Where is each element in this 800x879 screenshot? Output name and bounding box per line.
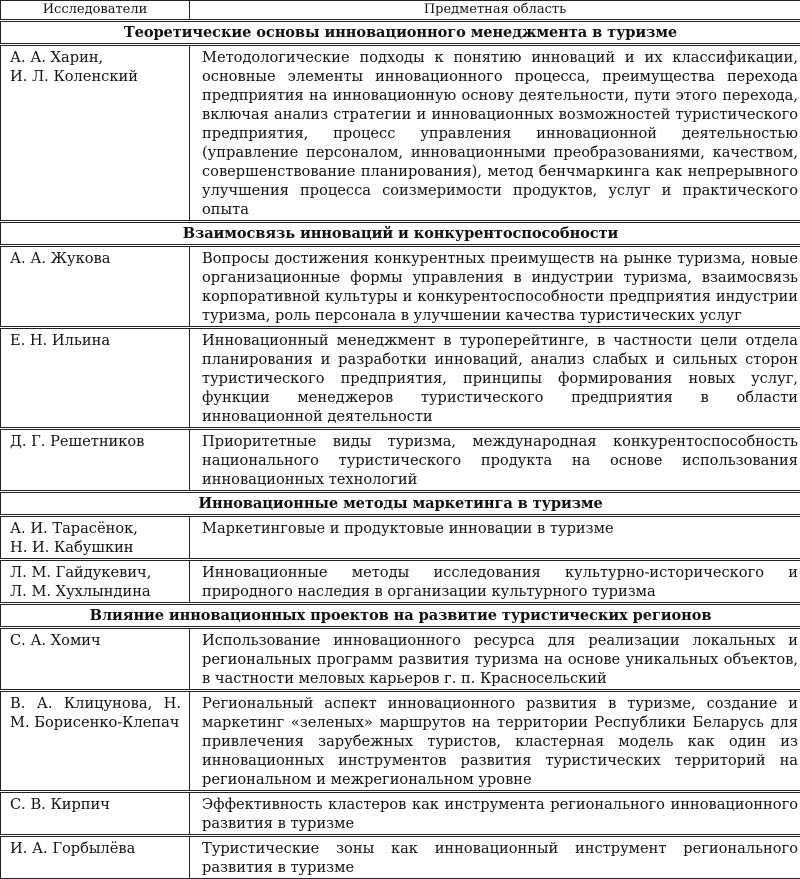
subject-cell: Эффективность кластеров как инструмента регионального инновационного развития в туризме xyxy=(190,792,800,836)
researcher-name: Н. И. Кабушкин xyxy=(10,538,184,557)
table-row xyxy=(1,836,800,879)
subject-cell: Маркетинговые и продуктовые инновации в туризме xyxy=(190,516,800,560)
researcher-name: Л. М. Хухлындина xyxy=(10,582,184,601)
header-researchers: Исследователи xyxy=(1,1,190,21)
subject-cell: Туристические зоны как инновационный инструмент регионального развития в туризме xyxy=(190,836,800,879)
subject-cell: Вопросы достижения конкурентных преимуществ на рынке туризма, новые организационные формы управления в индустрии туризма, взаимосвязь корпоративной культуры и конкурентоспособности предприятия индустрии туризма, роль персонала в улучшении качества туристических услуг xyxy=(190,246,800,328)
section-row xyxy=(1,21,800,45)
researchers-cell xyxy=(1,246,190,328)
subject-cell: Инновационные методы исследования культурно-исторического и природного наследия в организации культурного туризма xyxy=(190,560,800,604)
subject-cell: Приоритетные виды туризма, международная конкурентоспособность национального туристического продукта на основе использования инновационных технологий xyxy=(190,429,800,492)
table-row xyxy=(1,792,800,836)
researcher-name: И. А. Горбылёва xyxy=(10,839,184,858)
researcher-name: Е. Н. Ильина xyxy=(10,331,184,350)
researchers-cell xyxy=(1,516,190,560)
section-row xyxy=(1,222,800,246)
researcher-name: И. Л. Коленский xyxy=(10,67,184,86)
section-title: Инновационные методы маркетинга в туризме xyxy=(1,492,800,516)
researcher-name: Л. М. Гайдукевич, xyxy=(10,563,184,582)
researcher-name: Д. Г. Решетников xyxy=(10,432,184,451)
researchers-cell xyxy=(1,691,190,792)
table-row xyxy=(1,560,800,604)
researcher-name: В. А. Клицунова, Н. М. Борисенко-Клепач xyxy=(10,695,181,731)
table-row xyxy=(1,328,800,429)
header-subject: Предметная область xyxy=(190,1,800,21)
section-title: Теоретические основы инновационного менеджмента в туризме xyxy=(1,21,800,45)
subject-cell: Методологические подходы к понятию инноваций и их классификации, основные элементы инновационного процесса, преимущества перехода предприятия на инновационную основу деятельности, пути этого перехода, включая анализ стратегии и инновационных возможностей туристического предприятия, процесс управления инновационной деятельностью (управление персоналом, инновационными преобразованиями, качеством, совершенствование планирования), метод бенчмаркинга как непрерывного улучшения процесса соизмеримости продуктов, услуг и практического опыта xyxy=(190,45,800,222)
researchers-cell xyxy=(1,429,190,492)
researcher-name: А. И. Тарасёнок, xyxy=(10,519,184,538)
table-row xyxy=(1,429,800,492)
researchers-cell xyxy=(1,45,190,222)
subject-cell: Использование инновационного ресурса для реализации локальных и региональных программ развития туризма на основе уникальных объектов, в частности меловых карьеров г. п. Красносельский xyxy=(190,628,800,691)
table-row xyxy=(1,628,800,691)
table-row xyxy=(1,45,800,222)
section-row xyxy=(1,604,800,628)
researchers-cell xyxy=(1,792,190,836)
section-row xyxy=(1,492,800,516)
researchers-cell xyxy=(1,560,190,604)
researchers-cell xyxy=(1,628,190,691)
researcher-name: С. А. Хомич xyxy=(10,631,184,650)
researcher-name: А. А. Харин, xyxy=(10,48,184,67)
researcher-name: А. А. Жукова xyxy=(10,249,184,268)
researcher-name: С. В. Кирпич xyxy=(10,795,184,814)
table-row xyxy=(1,516,800,560)
table-row xyxy=(1,691,800,792)
researchers-cell xyxy=(1,328,190,429)
table-row xyxy=(1,246,800,328)
section-title: Влияние инновационных проектов на развитие туристических регионов xyxy=(1,604,800,628)
researchers-cell xyxy=(1,836,190,879)
subject-cell: Региональный аспект инновационного развития в туризме, создание и маркетинг «зеленых» маршрутов на территории Республики Беларусь для привлечения зарубежных туристов, кластерная модель как один из инновационных инструментов развития туристических территорий на региональном и межрегиональном уровне xyxy=(190,691,800,792)
subject-cell: Инновационный менеджмент в туроперейтинге, в частности цели отдела планирования и разработки инноваций, анализ слабых и сильных сторон туристического предприятия, принципы формирования новых услуг, функции менеджеров туристического предприятия в области инновационной деятельности xyxy=(190,328,800,429)
section-title: Взаимосвязь инноваций и конкурентоспособности xyxy=(1,222,800,246)
table-header-row xyxy=(1,1,800,21)
